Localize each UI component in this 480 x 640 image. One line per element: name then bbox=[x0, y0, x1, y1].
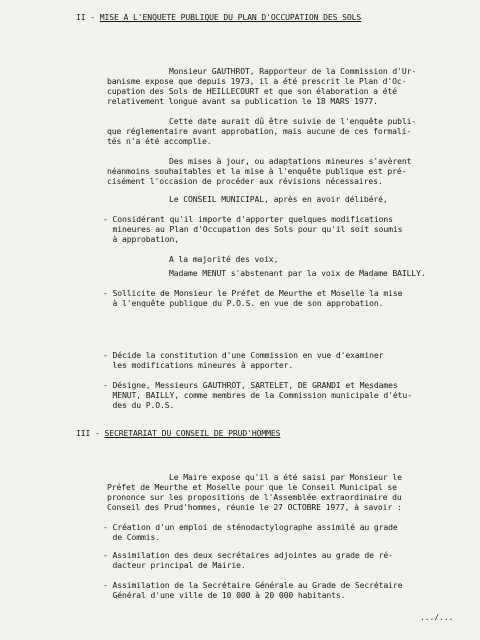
abstention-line: Madame MENUT s'abstenant par la voix de Madame BAILLY. bbox=[169, 268, 426, 278]
paragraph-line: Monsieur GAUTHROT, Rapporteur de la Commission d'Ur- bbox=[169, 66, 417, 76]
list-item-line: - Désigne, Messieurs GAUTHROT, SARTELET, DE GRANDI et Mesdames bbox=[103, 380, 398, 390]
list-item-line: des du P.O.S. bbox=[103, 400, 175, 410]
paragraph-line: cisément l'occasion de procéder aux révisions nécessaires. bbox=[107, 176, 383, 186]
list-item-line: - Création d'un emploi de sténodactylographe assimilé au grade bbox=[103, 522, 398, 532]
paragraph-line: Cette date aurait dû être suivie de l'enquête publi- bbox=[169, 116, 417, 126]
paragraph-line: relativement longue avant sa publication le 18 MARS 1977. bbox=[107, 96, 378, 106]
list-item-line: dacteur principal de Mairie. bbox=[103, 560, 246, 570]
list-item-line: MENUT, BAILLY, comme membres de la Commission municipale d'étu- bbox=[103, 390, 412, 400]
section-title: MISE A L'ENQUETE PUBLIQUE DU PLAN D'OCCUPATION DES SOLS bbox=[99, 12, 362, 22]
council-line: Le CONSEIL MUNICIPAL, après en avoir délibéré, bbox=[169, 194, 388, 204]
section-heading-ii: II - MISE A L'ENQUETE PUBLIQUE DU PLAN D'OCCUPATION DES SOLS bbox=[76, 12, 362, 22]
paragraph-line: néanmoins souhaitables et la mise à l'enquête publique est pré- bbox=[107, 166, 407, 176]
list-item-line: - Assimilation de la Secrétaire Générale au Grade de Secrétaire bbox=[103, 580, 403, 590]
list-item-line: - Décide la constitution d'une Commission en vue d'examiner bbox=[103, 350, 384, 360]
list-item-line: à approbation, bbox=[103, 234, 180, 244]
section-number: II bbox=[76, 12, 86, 22]
list-item-line: - Considérant qu'il importe d'apporter quelques modifications bbox=[103, 214, 393, 224]
continuation-mark: .../... bbox=[420, 612, 454, 622]
list-item-line: de Commis. bbox=[103, 532, 161, 542]
paragraph-line: Conseil des Prud'hommes, réunie le 27 OCTOBRE 1977, à savoir : bbox=[107, 502, 402, 512]
paragraph-line: cupation des Sols de HEILLECOURT et que son élaboration a été bbox=[107, 86, 397, 96]
list-item-line: Général d'une ville de 10 000 à 20 000 habitants. bbox=[103, 590, 346, 600]
list-item-line: mineures au Plan d'Occupation des Sols pour qu'il soit soumis bbox=[103, 224, 403, 234]
list-item-line: - Sollicite de Monsieur le Préfet de Meurthe et Moselle la mise bbox=[103, 288, 403, 298]
list-item-line: à l'enquête publique du P.O.S. en vue de son approbation. bbox=[103, 298, 384, 308]
section-number: III bbox=[76, 428, 91, 438]
majority-line: A la majorité des voix, bbox=[169, 254, 279, 264]
paragraph-line: prononce sur les propositions de l'Assemblée extraordinaire du bbox=[107, 492, 402, 502]
paragraph-line: banisme expose que depuis 1973, il a été prescrit le Plan d'Oc- bbox=[107, 76, 407, 86]
list-item-line: les modifications mineures à apporter. bbox=[103, 360, 294, 370]
paragraph-line: tés n'a été accomplie. bbox=[107, 136, 212, 146]
paragraph-line: Le Maire expose qu'il a été saisi par Monsieur le bbox=[169, 472, 402, 482]
section-title: SECRETARIAT DU CONSEIL DE PRUD'HOMMES bbox=[104, 428, 281, 438]
paragraph-line: que réglementaire avant approbation, mais aucune de ces formali- bbox=[107, 126, 412, 136]
list-item-line: - Assimilation des deux secrétaires adjointes au grade de ré- bbox=[103, 550, 393, 560]
paragraph-line: Des mises à jour, ou adaptations mineures s'avèrent bbox=[169, 156, 412, 166]
paragraph-line: Préfet de Meurthe et Moselle pour que le Conseil Municipal se bbox=[107, 482, 397, 492]
section-heading-iii: III - SECRETARIAT DU CONSEIL DE PRUD'HOMMES bbox=[76, 428, 281, 438]
